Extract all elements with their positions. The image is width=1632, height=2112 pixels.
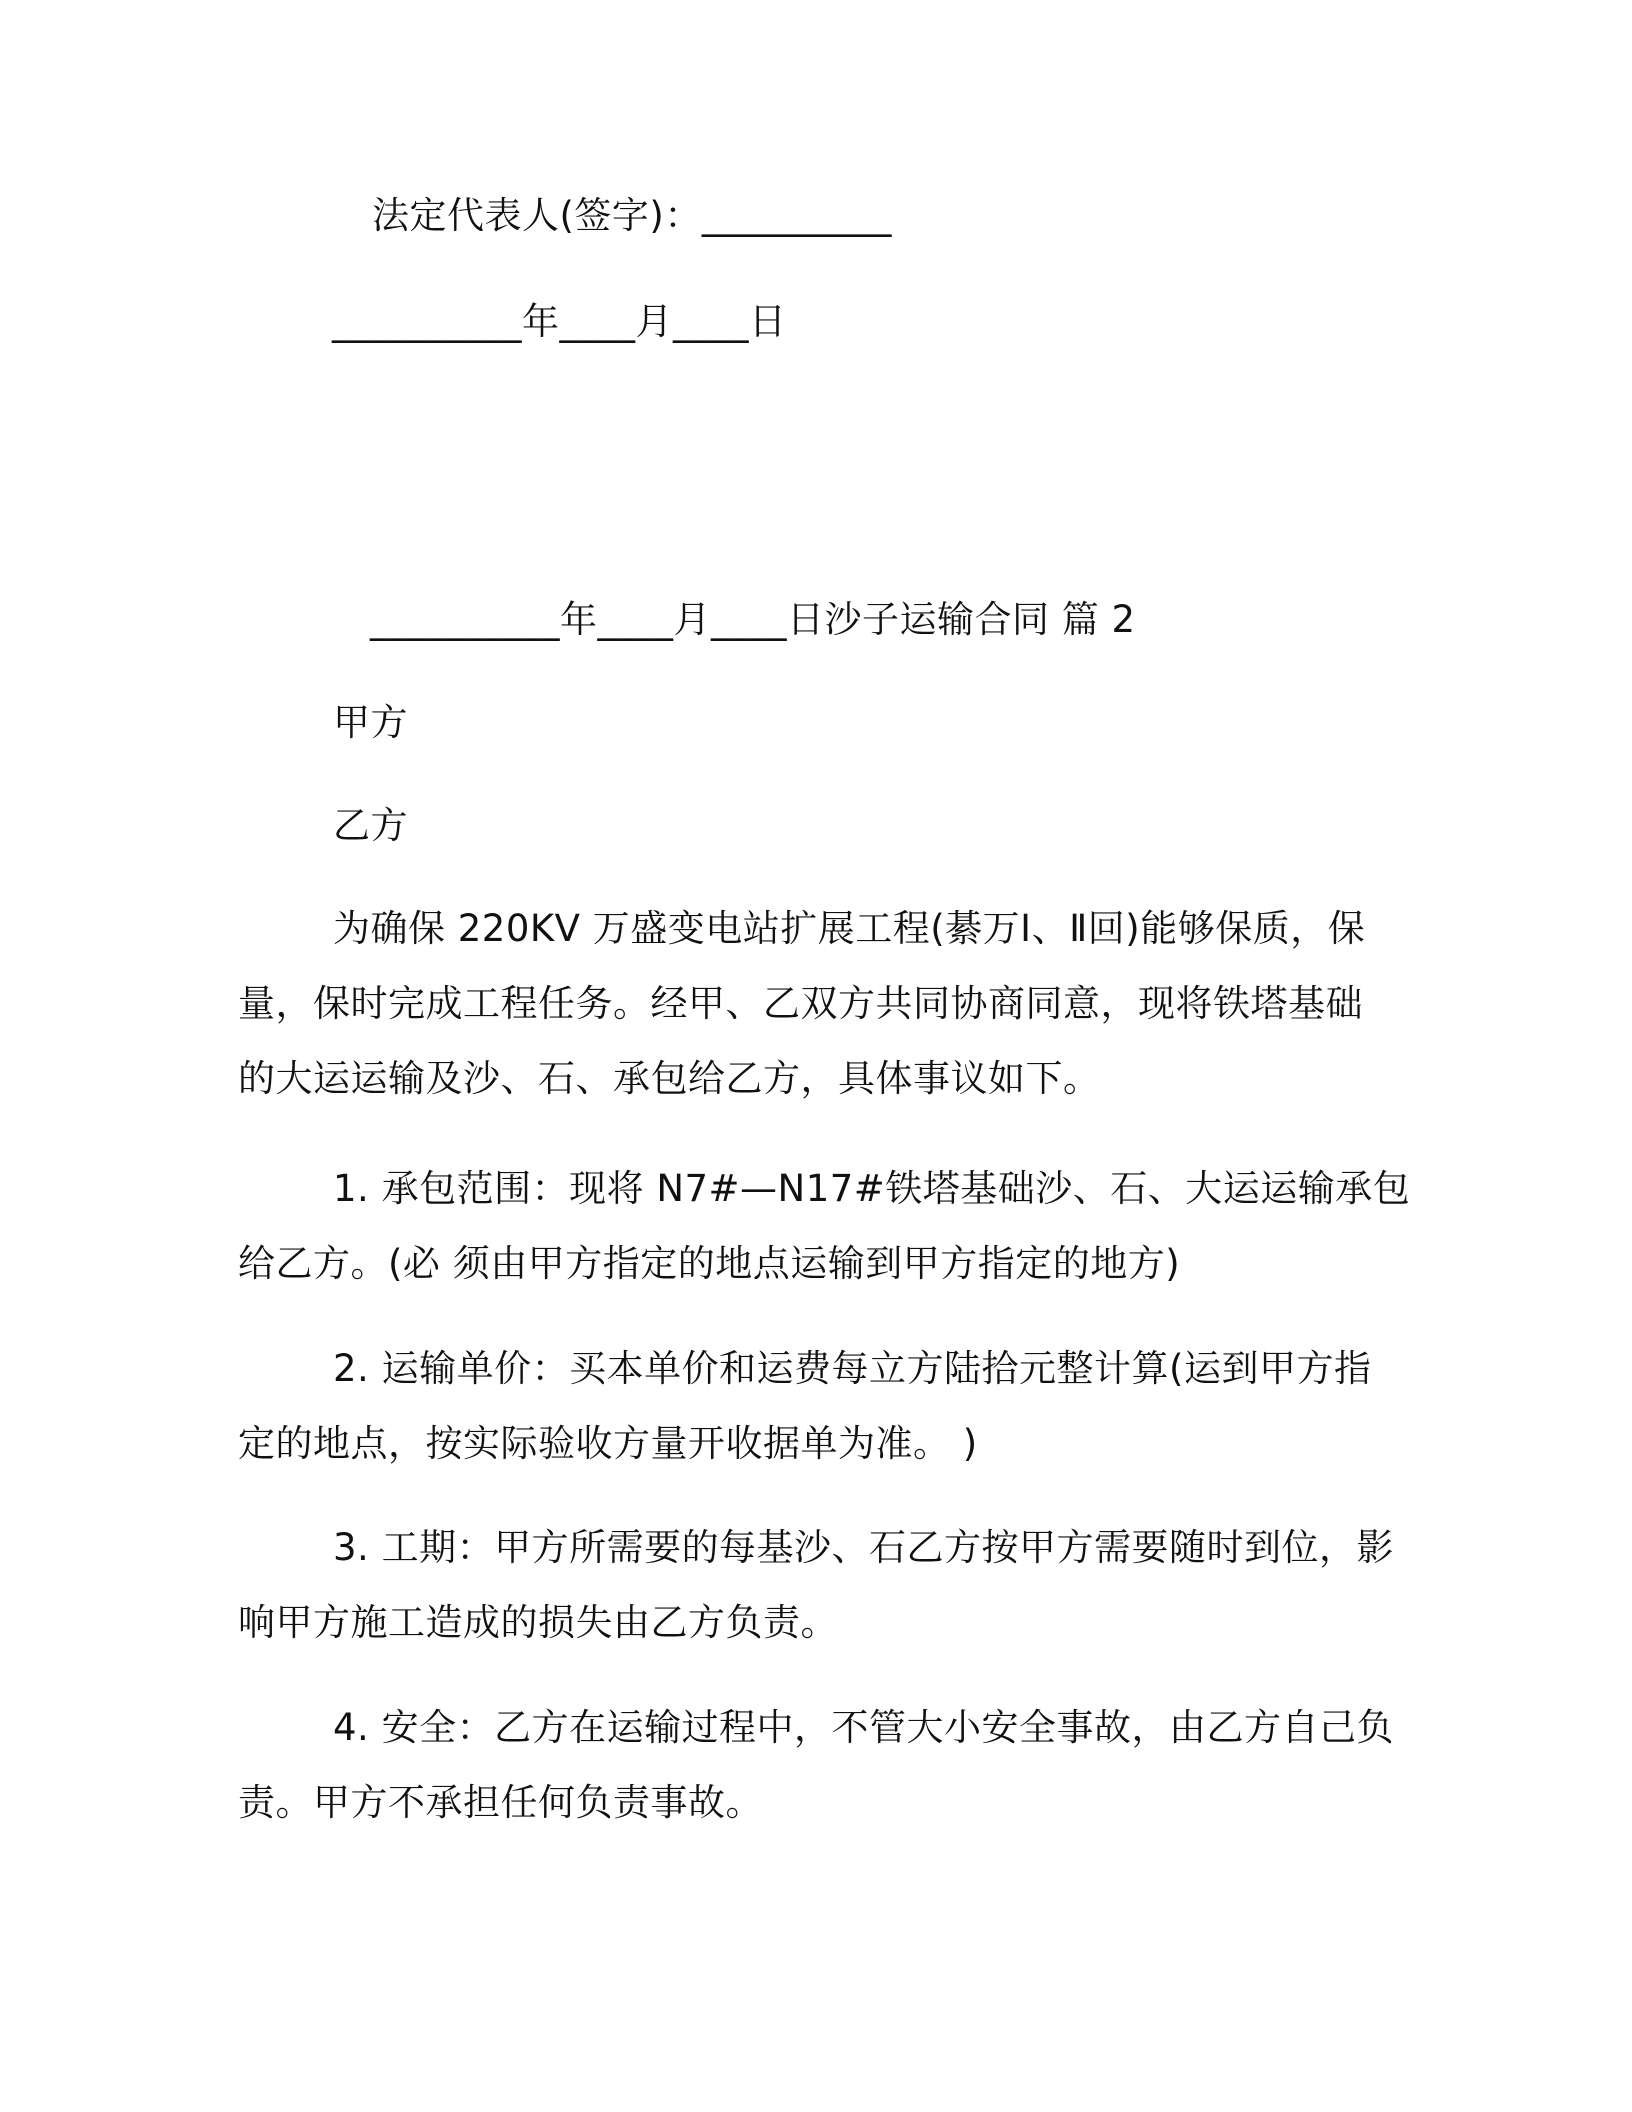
party-a-label: 甲方 [333, 701, 408, 744]
signature-date-line: __________年____月____日 [332, 300, 787, 343]
intro-paragraph-line: 的大运运输及沙、石、承包给乙方，具体事议如下。 [238, 1057, 1101, 1100]
clause-4-line: 4. 安全：乙方在运输过程中，不管大小安全事故，由乙方自己负 [333, 1706, 1395, 1749]
clause-1-line: 给乙方。(必 须由甲方指定的地点运输到甲方指定的地方) [238, 1242, 1181, 1285]
clause-1-line: 1. 承包范围：现将 N7#—N17#铁塔基础沙、石、大运运输承包 [333, 1167, 1411, 1210]
clause-2-line: 2. 运输单价：买本单价和运费每立方陆拾元整计算(运到甲方指 [333, 1347, 1372, 1390]
intro-paragraph-line: 量，保时完成工程任务。经甲、乙双方共同协商同意，现将铁塔基础 [238, 982, 1363, 1025]
legal-representative-signature-line: 法定代表人(签字)：__________ [372, 194, 892, 237]
clause-4-line: 责。甲方不承担任何负责事故。 [238, 1781, 763, 1824]
contract-title: __________年____月____日沙子运输合同 篇 2 [370, 598, 1136, 641]
clause-2-line: 定的地点，按实际验收方量开收据单为准。 ) [238, 1422, 978, 1465]
intro-paragraph-line: 为确保 220KV 万盛变电站扩展工程(綦万Ⅰ、Ⅱ回)能够保质，保 [333, 907, 1366, 950]
clause-3-line: 响甲方施工造成的损失由乙方负责。 [238, 1601, 838, 1644]
party-b-label: 乙方 [333, 804, 408, 847]
clause-3-line: 3. 工期：甲方所需要的每基沙、石乙方按甲方需要随时到位，影 [333, 1526, 1395, 1569]
